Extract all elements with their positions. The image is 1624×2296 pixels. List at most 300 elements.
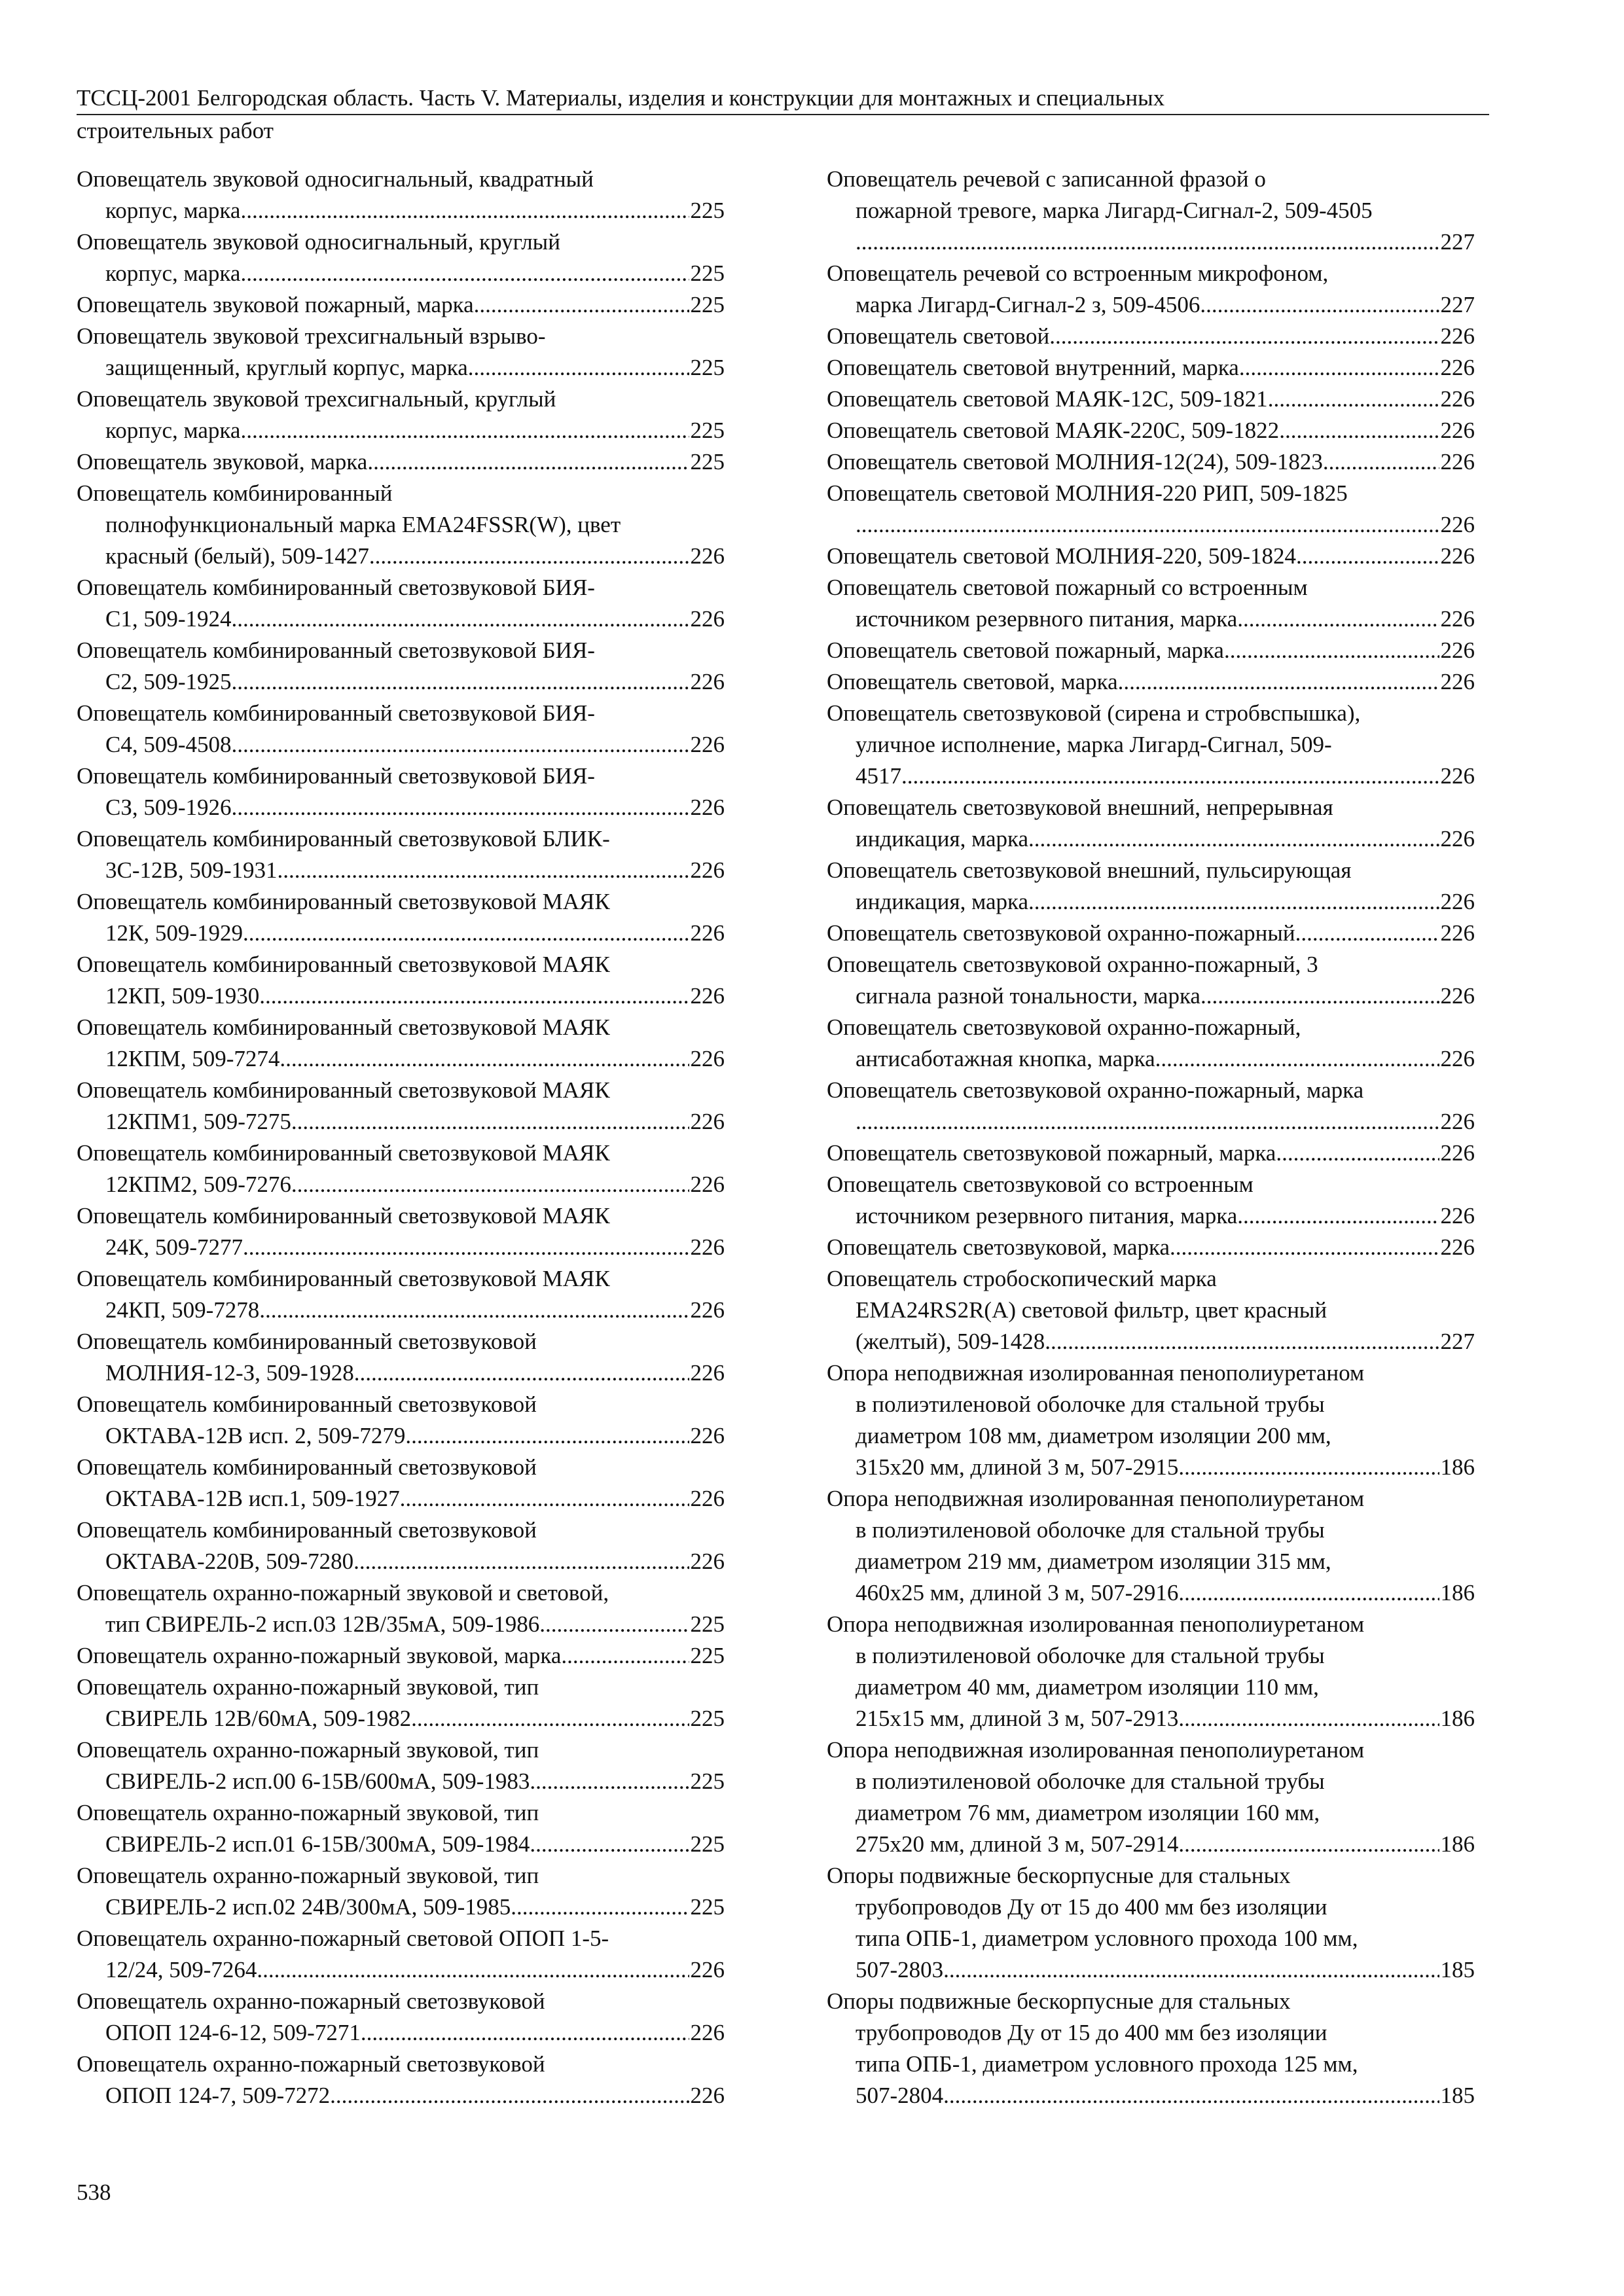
index-entry xyxy=(827,698,1475,792)
index-entry xyxy=(77,1389,725,1452)
index-entry-text: ОКТАВА-220В, 509-7280 xyxy=(105,1549,354,1574)
index-entry xyxy=(827,918,1475,949)
index-entry-line xyxy=(827,1326,1475,1357)
index-entry-line xyxy=(77,1766,725,1797)
dot-leader xyxy=(243,1232,689,1263)
index-entry-line xyxy=(827,980,1475,1012)
index-entry xyxy=(827,1483,1475,1609)
index-entry-page: 226 xyxy=(1440,512,1475,537)
index-entry-text: корпус, марка xyxy=(105,198,241,223)
index-entry-page: 226 xyxy=(1440,1234,1475,1260)
index-entry-line xyxy=(77,603,725,635)
index-entry-page: 225 xyxy=(690,1894,725,1920)
index-entry-page: 226 xyxy=(690,669,725,694)
index-entry xyxy=(77,478,725,572)
index-entry-line xyxy=(77,415,725,446)
dot-leader xyxy=(474,289,689,321)
index-entry-line: типа ОПБ-1, диаметром условного прохода 125 мм, xyxy=(856,2051,1358,2077)
dot-leader xyxy=(240,415,689,446)
index-entry-text: 12КПМ2, 509-7276 xyxy=(105,1172,291,1197)
index-entry xyxy=(77,1075,725,1138)
index-entry-line: Оповещатель охранно-пожарный звуковой и световой, xyxy=(77,1580,609,1605)
index-entry-line xyxy=(77,352,725,384)
index-entry-text: Оповещатель светозвуковой пожарный, марка xyxy=(827,1140,1276,1166)
index-entry-page: 227 xyxy=(1440,229,1475,255)
index-entry-page: 226 xyxy=(690,732,725,757)
dot-leader xyxy=(240,195,689,226)
index-entry xyxy=(827,541,1475,572)
index-entry xyxy=(77,1138,725,1200)
dot-leader xyxy=(1276,1138,1439,1169)
dot-leader xyxy=(1049,321,1439,352)
dot-leader xyxy=(354,1357,689,1389)
index-entry-line: уличное исполнение, марка Лигард-Сигнал, 509- xyxy=(856,732,1332,757)
dot-leader xyxy=(291,1106,689,1138)
index-entry-text: источником резервного питания, марка xyxy=(856,1203,1238,1229)
running-header-line1: ТССЦ-2001 Белгородская область. Часть V. Материалы, изделия и конструкции для монтажных и специальных xyxy=(77,84,1489,115)
index-entry-line xyxy=(77,1829,725,1860)
dot-leader xyxy=(856,509,1439,541)
index-entry-line: в полиэтиленовой оболочке для стальной трубы xyxy=(856,1768,1325,1794)
index-entry-line xyxy=(827,509,1475,541)
index-entry-line: Оповещатель комбинированный светозвуковой МАЯК xyxy=(77,1077,610,1103)
index-entry-text: 507-2803 xyxy=(856,1957,944,1982)
index-entry-line: Опора неподвижная изолированная пенополиуретаном xyxy=(827,1737,1365,1763)
index-entry-page: 186 xyxy=(1440,1831,1475,1857)
dot-leader xyxy=(259,980,689,1012)
index-entry-page: 226 xyxy=(690,1297,725,1323)
index-entry-line xyxy=(827,1577,1475,1609)
index-entry-line: Оповещатель комбинированный светозвуковой xyxy=(77,1454,537,1480)
index-entry-line xyxy=(827,415,1475,446)
index-entry-page: 226 xyxy=(1440,449,1475,475)
index-entry-text: ОПОП 124-7, 509-7272 xyxy=(105,2083,331,2108)
index-entry-line: трубопроводов Ду от 15 до 400 мм без изоляции xyxy=(856,2020,1327,2045)
dot-leader xyxy=(400,1483,689,1515)
dot-leader xyxy=(280,1043,689,1075)
index-entry-line: в полиэтиленовой оболочке для стальной трубы xyxy=(856,1517,1325,1543)
index-entry xyxy=(77,1515,725,1577)
index-entry-line: Оповещатель охранно-пожарный звуковой, тип xyxy=(77,1800,539,1825)
index-entry xyxy=(827,666,1475,698)
index-entry-text: С4, 509-4508 xyxy=(105,732,232,757)
index-entry-text: Оповещатель световой МОЛНИЯ-220, 509-1824 xyxy=(827,543,1297,569)
index-column-right xyxy=(827,164,1475,2111)
index-entry xyxy=(827,1263,1475,1357)
index-entry-line: Оповещатель комбинированный светозвуковой БИЯ- xyxy=(77,763,595,789)
index-entry-text: ОКТАВА-12В исп. 2, 509-7279 xyxy=(105,1423,406,1448)
dot-leader xyxy=(943,2080,1439,2111)
index-entry-page: 226 xyxy=(1440,763,1475,789)
index-entry-text: 215х15 мм, длиной 3 м, 507-2913 xyxy=(856,1706,1179,1731)
index-entry-line xyxy=(827,603,1475,635)
index-entry-page: 226 xyxy=(690,1957,725,1982)
index-entry-line: Оповещатель светозвуковой внешний, непрерывная xyxy=(827,795,1333,820)
index-entry-line: типа ОПБ-1, диаметром условного прохода 100 мм, xyxy=(856,1926,1358,1951)
index-entry xyxy=(77,384,725,446)
index-entry-page: 225 xyxy=(690,1706,725,1731)
index-entry xyxy=(827,572,1475,635)
index-entry-line: Опора неподвижная изолированная пенополиуретаном xyxy=(827,1486,1365,1511)
index-entry-line: EMA24RS2R(A) световой фильтр, цвет красный xyxy=(856,1297,1327,1323)
index-entry-text: индикация, марка xyxy=(856,889,1029,914)
index-entry xyxy=(827,1169,1475,1232)
index-entry xyxy=(77,823,725,886)
index-entry-page: 226 xyxy=(1440,637,1475,663)
dot-leader xyxy=(1200,289,1439,321)
index-entry-line: Оповещатель звуковой трехсигнальный взрыво- xyxy=(77,323,546,349)
index-entry-line: Опора неподвижная изолированная пенополиуретаном xyxy=(827,1611,1365,1637)
index-entry-page: 227 xyxy=(1440,1329,1475,1354)
index-entry-line xyxy=(827,321,1475,352)
index-entry xyxy=(827,478,1475,541)
index-entry-line xyxy=(77,289,725,321)
index-entry xyxy=(77,1640,725,1672)
index-entry xyxy=(77,886,725,949)
index-entry-page: 226 xyxy=(690,920,725,946)
index-entry-line xyxy=(77,1703,725,1734)
index-entry-page: 226 xyxy=(1440,355,1475,380)
index-entry-text: Оповещатель звуковой пожарный, марка xyxy=(77,292,474,317)
index-entry xyxy=(827,415,1475,446)
index-entry-text: 460х25 мм, длиной 3 м, 507-2916 xyxy=(856,1580,1179,1605)
index-entry-page: 226 xyxy=(1440,889,1475,914)
index-entry-line xyxy=(827,918,1475,949)
index-entry-line xyxy=(827,1452,1475,1483)
index-entry-line: Оповещатель комбинированный светозвуковой БИЯ- xyxy=(77,575,595,600)
index-entry xyxy=(77,2049,725,2111)
index-entry xyxy=(77,1797,725,1860)
index-entry-line xyxy=(827,541,1475,572)
index-entry-line xyxy=(827,823,1475,855)
index-entry-line xyxy=(77,729,725,761)
index-entry-line xyxy=(77,1357,725,1389)
dot-leader xyxy=(1045,1326,1439,1357)
index-entry-line: диаметром 40 мм, диаметром изоляции 110 мм, xyxy=(856,1674,1319,1700)
index-entry-line xyxy=(827,666,1475,698)
index-entry-page: 226 xyxy=(1440,1203,1475,1229)
index-entry-line: Оповещатель комбинированный светозвуковой xyxy=(77,1329,537,1354)
running-header-line2: строительных работ xyxy=(77,118,274,143)
index-entry-line: Оповещатель звуковой односигнальный, круглый xyxy=(77,229,560,255)
dot-leader xyxy=(1237,603,1439,635)
index-entry xyxy=(77,1200,725,1263)
index-entry-line xyxy=(77,1420,725,1452)
index-entry-line: Оповещатель светозвуковой охранно-пожарный, марка xyxy=(827,1077,1364,1103)
index-entry-text: 12К, 509-1929 xyxy=(105,920,243,946)
index-entry-text: Оповещатель охранно-пожарный звуковой, марка xyxy=(77,1643,562,1668)
index-entry-line: диаметром 76 мм, диаметром изоляции 160 мм, xyxy=(856,1800,1320,1825)
index-entry-line xyxy=(77,446,725,478)
index-entry xyxy=(827,792,1475,855)
index-entry-text: сигнала разной тональности, марка xyxy=(856,983,1200,1009)
index-entry-page: 226 xyxy=(690,1423,725,1448)
index-entry-page: 226 xyxy=(690,983,725,1009)
index-entry-line xyxy=(827,886,1475,918)
dot-leader xyxy=(1279,415,1439,446)
index-entry-line: в полиэтиленовой оболочке для стальной трубы xyxy=(856,1391,1325,1417)
index-entry-line: пожарной тревоге, марка Лигард-Сигнал-2, 509-4505 xyxy=(856,198,1373,223)
index-entry-line: трубопроводов Ду от 15 до 400 мм без изоляции xyxy=(856,1894,1327,1920)
index-entry-text: Оповещатель световой МАЯК-220С, 509-1822 xyxy=(827,418,1280,443)
index-entry xyxy=(827,1609,1475,1734)
index-entry-line xyxy=(77,1232,725,1263)
index-entry-page: 185 xyxy=(1440,1957,1475,1982)
dot-leader xyxy=(330,2080,689,2111)
index-entry-text: индикация, марка xyxy=(856,826,1029,852)
index-entry-page: 225 xyxy=(690,1831,725,1857)
index-entry-page: 226 xyxy=(690,1234,725,1260)
index-entry-line: Оповещатель охранно-пожарный звуковой, тип xyxy=(77,1674,539,1700)
index-entry-line xyxy=(77,1609,725,1640)
index-entry-text: антисаботажная кнопка, марка xyxy=(856,1046,1155,1071)
index-entry-text: МОЛНИЯ-12-З, 509-1928 xyxy=(105,1360,354,1386)
dot-leader xyxy=(856,1106,1439,1138)
dot-leader xyxy=(901,761,1439,792)
index-entry xyxy=(77,1577,725,1640)
index-entry xyxy=(827,258,1475,321)
index-entry xyxy=(77,1263,725,1326)
dot-leader xyxy=(278,855,689,886)
dot-leader xyxy=(353,1546,689,1577)
index-entry-line: Оповещатель речевой с записанной фразой о xyxy=(827,166,1266,192)
index-entry xyxy=(827,1012,1475,1075)
dot-leader xyxy=(1200,980,1439,1012)
index-entry-line: Опоры подвижные бескорпусные для стальных xyxy=(827,1863,1291,1888)
index-entry-line xyxy=(77,541,725,572)
index-entry-text: Оповещатель световой xyxy=(827,323,1050,349)
index-entry-line: Оповещатель охранно-пожарный звуковой, тип xyxy=(77,1863,539,1888)
index-entry-line: в полиэтиленовой оболочке для стальной трубы xyxy=(856,1643,1325,1668)
dot-leader xyxy=(369,541,689,572)
index-entry-line: Оповещатель комбинированный светозвуковой БИЯ- xyxy=(77,637,595,663)
dot-leader xyxy=(232,666,689,698)
dot-leader xyxy=(1295,918,1439,949)
index-entry xyxy=(77,1860,725,1923)
index-entry-line xyxy=(77,195,725,226)
dot-leader xyxy=(1178,1829,1439,1860)
dot-leader xyxy=(943,1954,1439,1986)
index-entry-page: 226 xyxy=(1440,606,1475,632)
index-entry xyxy=(827,855,1475,918)
index-entry-line: Оповещатель комбинированный светозвуковой МАЯК xyxy=(77,952,610,977)
index-entry xyxy=(77,1672,725,1734)
dot-leader xyxy=(243,918,689,949)
index-entry xyxy=(77,1986,725,2049)
index-entry-text: тип СВИРЕЛЬ-2 исп.03 12В/35мА, 509-1986 xyxy=(105,1611,540,1637)
index-entry-line xyxy=(77,1483,725,1515)
index-entry-line xyxy=(77,1546,725,1577)
index-entry xyxy=(77,1326,725,1389)
index-entry-page: 226 xyxy=(1440,826,1475,852)
index-entry-text: корпус, марка xyxy=(105,260,241,286)
dot-leader xyxy=(1237,1200,1439,1232)
index-entry-line xyxy=(77,855,725,886)
index-entry-line: Оповещатель охранно-пожарный светозвуковой xyxy=(77,1988,545,2014)
page-number: 538 xyxy=(77,2179,111,2205)
index-entry-text: Оповещатель световой пожарный, марка xyxy=(827,637,1224,663)
index-entry-text: 315х20 мм, длиной 3 м, 507-2915 xyxy=(856,1454,1179,1480)
index-entry xyxy=(77,321,725,384)
index-entry-text: СВИРЕЛЬ-2 исп.01 6-15В/300мА, 509-1984 xyxy=(105,1831,530,1857)
index-entry xyxy=(77,446,725,478)
index-entry-text: Оповещатель световой МАЯК-12С, 509-1821 xyxy=(827,386,1268,412)
index-entry-text: Оповещатель световой, марка xyxy=(827,669,1118,694)
index-entry-page: 226 xyxy=(690,543,725,569)
index-entry-page: 226 xyxy=(1440,543,1475,569)
index-entry-line xyxy=(827,289,1475,321)
index-entry-text: СВИРЕЛЬ-2 исп.02 24В/300мА, 509-1985 xyxy=(105,1894,511,1920)
index-entry-line xyxy=(77,918,725,949)
index-entry-line: Оповещатель стробоскопический марка xyxy=(827,1266,1217,1291)
index-entry-page: 225 xyxy=(690,1611,725,1637)
index-entry-line: Оповещатель светозвуковой (сирена и стробвспышка), xyxy=(827,700,1361,726)
index-entry-page: 226 xyxy=(690,1172,725,1197)
index-entry-page: 185 xyxy=(1440,2083,1475,2108)
index-entry xyxy=(827,384,1475,415)
index-entry xyxy=(827,1986,1475,2111)
dot-leader xyxy=(361,2017,689,2049)
index-entry-page: 226 xyxy=(1440,920,1475,946)
index-entry-text: источником резервного питания, марка xyxy=(856,606,1238,632)
index-entry-page: 226 xyxy=(1440,983,1475,1009)
index-entry-text: 12КП, 509-1930 xyxy=(105,983,260,1009)
index-entry xyxy=(827,949,1475,1012)
index-entry-page: 225 xyxy=(690,198,725,223)
index-entry-text: Оповещатель звуковой, марка xyxy=(77,449,368,475)
index-entry-line xyxy=(827,761,1475,792)
index-entry-text: корпус, марка xyxy=(105,418,241,443)
index-entry-text: С2, 509-1925 xyxy=(105,669,232,694)
index-entry-line xyxy=(77,1106,725,1138)
index-entry-text: СЗ, 509-1926 xyxy=(105,795,232,820)
index-entry-line xyxy=(77,1043,725,1075)
index-entry-line xyxy=(827,1703,1475,1734)
dot-leader xyxy=(1178,1452,1439,1483)
index-entry-page: 225 xyxy=(690,355,725,380)
index-entry-line xyxy=(827,1232,1475,1263)
index-entry xyxy=(77,698,725,761)
index-entry-line: Оповещатель звуковой трехсигнальный, круглый xyxy=(77,386,556,412)
index-entry-page: 226 xyxy=(1440,323,1475,349)
index-entry-page: 226 xyxy=(1440,1109,1475,1134)
index-entry-text: 12/24, 509-7264 xyxy=(105,1957,257,1982)
index-entry-page: 226 xyxy=(1440,418,1475,443)
dot-leader xyxy=(1178,1703,1439,1734)
index-entry-text: СВИРЕЛЬ-2 исп.00 6-15В/600мА, 509-1983 xyxy=(105,1768,530,1794)
index-entry-page: 226 xyxy=(1440,1140,1475,1166)
index-entry-page: 226 xyxy=(690,2020,725,2045)
index-entry-line: Оповещатель охранно-пожарный звуковой, тип xyxy=(77,1737,539,1763)
index-entry-line xyxy=(77,666,725,698)
dot-leader xyxy=(259,1295,689,1326)
index-entry-page: 226 xyxy=(690,606,725,632)
index-entry-text: 4517 xyxy=(856,763,901,789)
index-entry-page: 226 xyxy=(690,857,725,883)
index-entry-line xyxy=(827,1954,1475,1986)
dot-leader xyxy=(405,1420,689,1452)
index-entry-text: Оповещатель светозвуковой, марка xyxy=(827,1234,1170,1260)
index-entry xyxy=(827,164,1475,258)
index-entry-text: 275х20 мм, длиной 3 м, 507-2914 xyxy=(856,1831,1179,1857)
index-entry-page: 225 xyxy=(690,292,725,317)
dot-leader xyxy=(257,1954,689,1986)
index-entry-line: полнофункциональный марка EMA24FSSR(W), цвет xyxy=(105,512,621,537)
index-entry-line: Оповещатель светозвуковой охранно-пожарный, xyxy=(827,1014,1301,1040)
index-entry-line: Оповещатель светозвуковой со встроенным xyxy=(827,1172,1254,1197)
index-entry-line: Оповещатель охранно-пожарный световой ОПОП 1-5- xyxy=(77,1926,609,1951)
index-entry-line: Оповещатель звуковой односигнальный, квадратный xyxy=(77,166,594,192)
index-entry-line xyxy=(77,980,725,1012)
index-entry-text: защищенный, круглый корпус, марка xyxy=(105,355,468,380)
index-entry-line xyxy=(827,1200,1475,1232)
index-entry-line xyxy=(77,1169,725,1200)
index-entry-text: красный (белый), 509-1427 xyxy=(105,543,369,569)
index-entry xyxy=(77,949,725,1012)
index-entry-line: Оповещатель световой МОЛНИЯ-220 РИП, 509-1825 xyxy=(827,480,1348,506)
index-entry xyxy=(827,1734,1475,1860)
index-entry-line: диаметром 108 мм, диаметром изоляции 200 мм, xyxy=(856,1423,1331,1448)
index-entry-line xyxy=(827,1106,1475,1138)
index-entry-line: Опоры подвижные бескорпусные для стальных xyxy=(827,1988,1291,2014)
index-entry-page: 226 xyxy=(1440,1046,1475,1071)
index-entry-line: Оповещатель светозвуковой охранно-пожарный, 3 xyxy=(827,952,1318,977)
index-entry-text: Оповещатель световой МОЛНИЯ-12(24), 509-1823. xyxy=(827,449,1329,475)
index-entry-line xyxy=(827,635,1475,666)
index-entry-text: Оповещатель светозвуковой охранно-пожарный xyxy=(827,920,1295,946)
index-entry-text: СВИРЕЛЬ 12В/60мА, 509-1982 xyxy=(105,1706,412,1731)
index-entry-line xyxy=(77,258,725,289)
index-entry-line xyxy=(77,2080,725,2111)
index-entry-line: Оповещатель комбинированный светозвуковой БИЯ- xyxy=(77,700,595,726)
index-entry-line xyxy=(827,1829,1475,1860)
index-entry xyxy=(827,1075,1475,1138)
index-entry-page: 186 xyxy=(1440,1580,1475,1605)
index-entry-page: 226 xyxy=(1440,386,1475,412)
index-entry xyxy=(827,635,1475,666)
index-entry-line xyxy=(77,1892,725,1923)
index-entry-line: Оповещатель комбинированный светозвуковой МАЯК xyxy=(77,1203,610,1229)
dot-leader xyxy=(530,1766,689,1797)
index-entry-text: ОПОП 124-6-12, 509-7271 xyxy=(105,2020,361,2045)
index-entry xyxy=(827,1860,1475,1986)
dot-leader xyxy=(411,1703,689,1734)
index-entry-page: 186 xyxy=(1440,1706,1475,1731)
index-column-left xyxy=(77,164,725,2111)
index-entry-line xyxy=(77,1954,725,1986)
index-entry-page: 225 xyxy=(690,449,725,475)
index-entry-text: 24КП, 509-7278 xyxy=(105,1297,260,1323)
index-entry-page: 225 xyxy=(690,1643,725,1668)
dot-leader xyxy=(1239,352,1439,384)
dot-leader xyxy=(1118,666,1439,698)
index-entry-line: Оповещатель комбинированный светозвуковой xyxy=(77,1517,537,1543)
index-entry-line: Оповещатель комбинированный xyxy=(77,480,393,506)
dot-leader xyxy=(232,729,689,761)
dot-leader xyxy=(1329,446,1439,478)
index-entry-line xyxy=(827,1043,1475,1075)
index-entry xyxy=(77,1734,725,1797)
dot-leader xyxy=(291,1169,689,1200)
index-entry-page: 225 xyxy=(690,260,725,286)
dot-leader xyxy=(1170,1232,1439,1263)
index-entry xyxy=(827,446,1475,478)
index-entry xyxy=(827,1232,1475,1263)
index-entry-page: 226 xyxy=(690,1360,725,1386)
index-entry-text: 12КПМ, 509-7274 xyxy=(105,1046,280,1071)
index-entry-line: Оповещатель светозвуковой внешний, пульсирующая xyxy=(827,857,1352,883)
index-entry-line xyxy=(827,226,1475,258)
